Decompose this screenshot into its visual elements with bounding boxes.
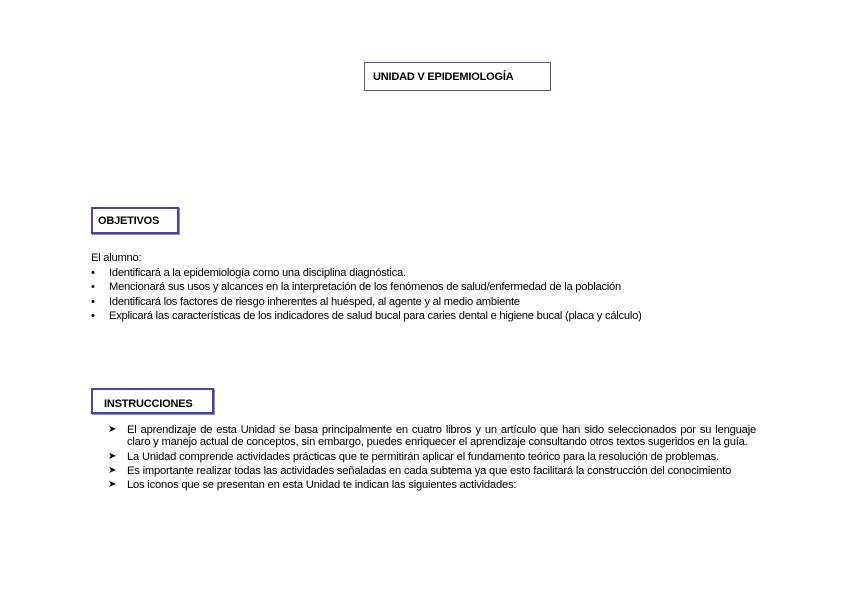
unit-title	[364, 62, 551, 91]
list-item	[108, 424, 756, 449]
arrow-bullet-icon: ➤	[108, 479, 117, 491]
objective-text: Identificará los factores de riesgo inherentes al huésped, al agente y al medio ambiente	[109, 295, 520, 308]
objective-text: Identificará a la epidemiología como una disciplina diagnóstica.	[109, 266, 406, 279]
objectives-heading	[91, 207, 179, 234]
objective-text: Explicará las características de los indicadores de salud bucal para caries dental e higiene bucal (placa y cálculo)	[109, 310, 642, 322]
objectives-block	[91, 251, 791, 324]
list-item	[108, 451, 756, 463]
bullet-icon: •	[91, 266, 95, 279]
list-item	[91, 280, 791, 295]
list-item	[91, 309, 791, 324]
arrow-bullet-icon: ➤	[108, 464, 117, 476]
instruction-text: Es importante realizar todas las actividades señaladas en cada subtema ya que esto facilitará la construcción del conocimiento	[127, 464, 732, 477]
list-item	[91, 295, 791, 310]
instructions-heading	[91, 388, 214, 414]
list-item	[108, 465, 756, 477]
bullet-icon: •	[91, 295, 95, 308]
instruction-text: El aprendizaje de esta Unidad se basa principalmente en cuatro libros y un artículo que han sido seleccionados por su lenguaje claro y manejo actual de conceptos, sin embargo, puedes enriquecer el aprendizaje consultando otros textos sugeridos en la guía.	[127, 424, 756, 449]
arrow-bullet-icon: ➤	[108, 424, 117, 435]
objectives-heading-text: OBJETIVOS	[98, 214, 160, 227]
arrow-bullet-icon: ➤	[108, 450, 117, 462]
bullet-icon: •	[91, 281, 95, 293]
objectives-intro: El alumno:	[91, 252, 142, 264]
list-item	[91, 266, 791, 281]
instructions-list	[108, 424, 756, 493]
list-item	[108, 479, 756, 491]
unit-title-text: UNIDAD V EPIDEMIOLOGÍA	[373, 70, 514, 83]
objectives-list	[91, 266, 791, 324]
objective-text: Mencionará sus usos y alcances en la interpretación de los fenómenos de salud/enfermedad de la población	[109, 281, 621, 293]
instruction-text: La Unidad comprende actividades prácticas que te permitirán aplicar el fundamento teórico para la resolución de problemas.	[127, 450, 719, 463]
instruction-text: Los iconos que se presentan en esta Unidad te indican las siguientes actividades:	[127, 479, 517, 492]
bullet-icon: •	[91, 310, 95, 322]
instructions-heading-text: INSTRUCCIONES	[104, 397, 193, 410]
